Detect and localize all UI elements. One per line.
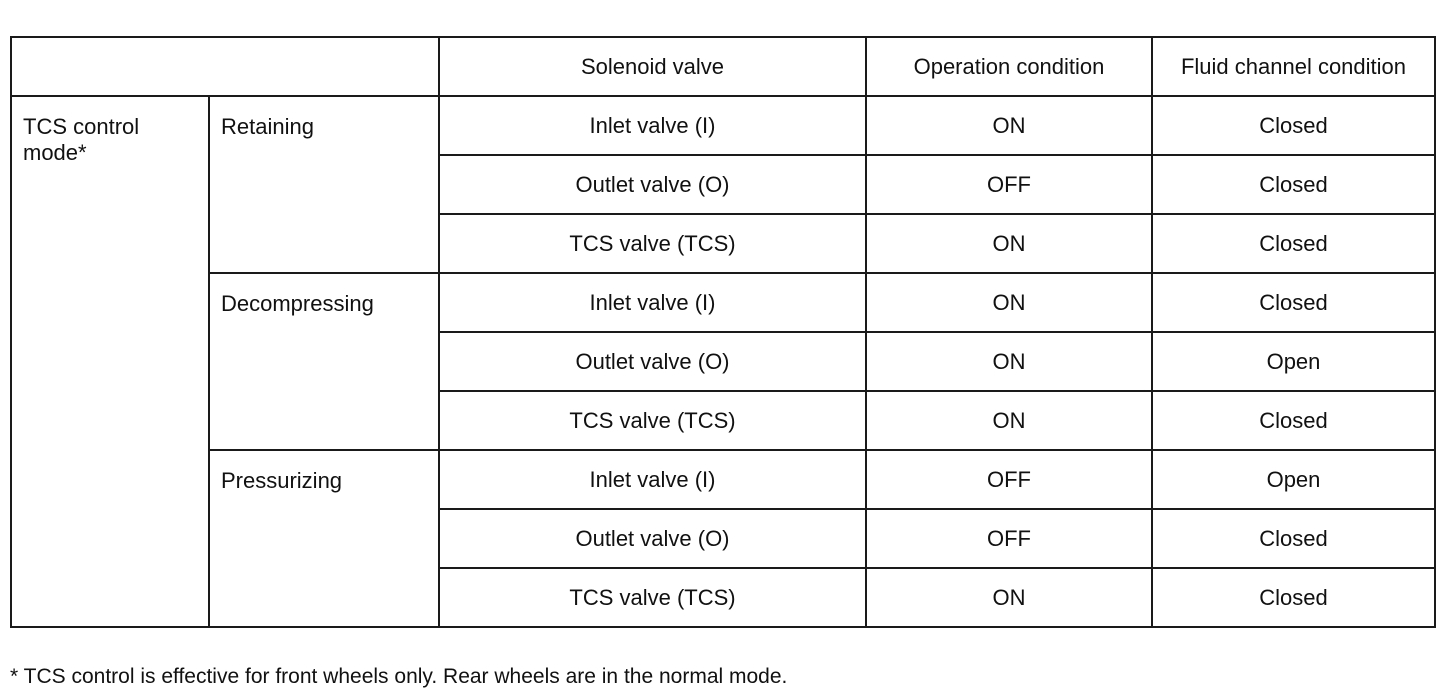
fluid-cell: Closed — [1152, 568, 1435, 627]
valve-cell: TCS valve (TCS) — [439, 214, 866, 273]
operation-cell: ON — [866, 332, 1152, 391]
mode-label: TCS control mode* — [23, 114, 140, 165]
operation-cell: OFF — [866, 155, 1152, 214]
valve-cell: TCS valve (TCS) — [439, 568, 866, 627]
fluid-cell: Closed — [1152, 273, 1435, 332]
state-cell-pressurizing: Pressurizing — [209, 450, 439, 627]
header-solenoid-valve: Solenoid valve — [439, 37, 866, 96]
fluid-cell: Open — [1152, 332, 1435, 391]
header-operation-condition: Operation condition — [866, 37, 1152, 96]
operation-cell: ON — [866, 273, 1152, 332]
valve-cell: Outlet valve (O) — [439, 332, 866, 391]
valve-cell: Outlet valve (O) — [439, 155, 866, 214]
operation-cell: ON — [866, 568, 1152, 627]
table-row — [11, 273, 1435, 332]
state-cell-retaining: Retaining — [209, 96, 439, 273]
operation-cell: ON — [866, 96, 1152, 155]
header-fluid-channel-condition: Fluid channel condition — [1152, 37, 1435, 96]
header-empty-cell — [11, 37, 439, 96]
tcs-solenoid-table — [10, 36, 1436, 628]
operation-cell: ON — [866, 391, 1152, 450]
footnote: * TCS control is effective for front wheels only. Rear wheels are in the normal mode. — [10, 665, 788, 688]
mode-label-cell — [11, 96, 209, 627]
valve-cell: Inlet valve (I) — [439, 273, 866, 332]
table-row — [11, 96, 1435, 155]
state-cell-decompressing: Decompressing — [209, 273, 439, 450]
fluid-cell: Closed — [1152, 214, 1435, 273]
valve-cell: TCS valve (TCS) — [439, 391, 866, 450]
table-row — [11, 450, 1435, 509]
fluid-cell: Open — [1152, 450, 1435, 509]
fluid-cell: Closed — [1152, 391, 1435, 450]
valve-cell: Inlet valve (I) — [439, 450, 866, 509]
operation-cell: OFF — [866, 450, 1152, 509]
valve-cell: Inlet valve (I) — [439, 96, 866, 155]
fluid-cell: Closed — [1152, 96, 1435, 155]
operation-cell: OFF — [866, 509, 1152, 568]
table-header-row — [11, 37, 1435, 96]
operation-cell: ON — [866, 214, 1152, 273]
fluid-cell: Closed — [1152, 509, 1435, 568]
fluid-cell: Closed — [1152, 155, 1435, 214]
valve-cell: Outlet valve (O) — [439, 509, 866, 568]
